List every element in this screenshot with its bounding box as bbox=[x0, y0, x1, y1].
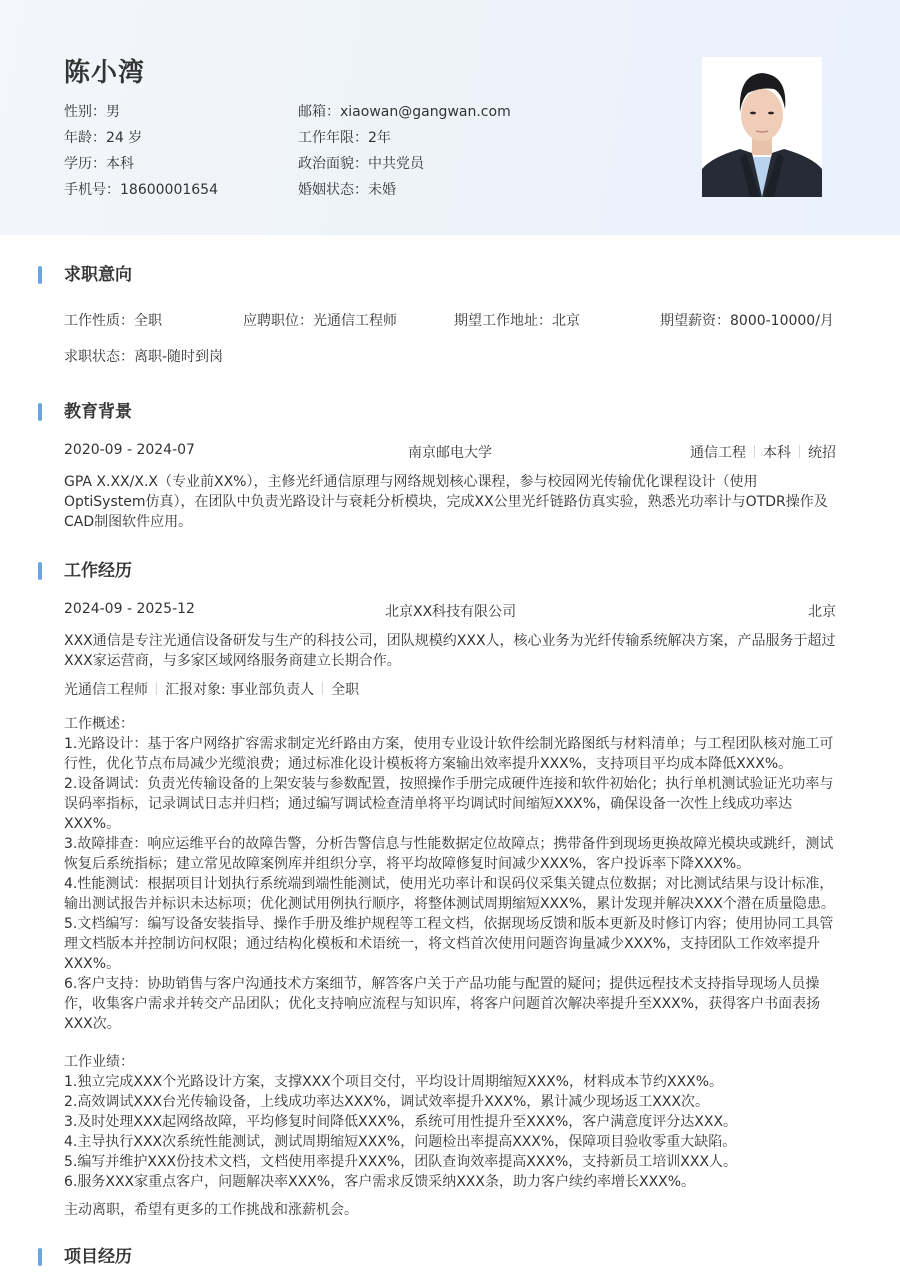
overview-heading: 工作概述： bbox=[64, 716, 134, 732]
text-line: 行性，优化节点布局减少光缆浪费；通过标准化设计模板将方案输出效率提升XXX%，支持项目平均成本降低XXX%。 bbox=[64, 756, 793, 772]
text-line: 输出测试报告并标识未达标项；优化测试用例执行顺序，将整体测试周期缩短XXX%，累计发现并解决XXX个潜在质量隐患。 bbox=[64, 896, 835, 912]
info-work-years bbox=[298, 127, 391, 147]
work-period: 2024-09 - 2025-12 bbox=[64, 601, 195, 617]
info-marital-status bbox=[298, 179, 396, 199]
info-value: 18600001654 bbox=[120, 182, 218, 198]
text-line: 理文档版本并控制访问权限；通过结构化模板和术语统一，将文档首次使用问题咨询量减少XXX%，支持团队工作效率提升 bbox=[64, 936, 821, 952]
info-label: 性别： bbox=[64, 104, 106, 120]
work-tags bbox=[64, 679, 359, 699]
info-email bbox=[298, 101, 511, 121]
info-value: 中共党员 bbox=[368, 156, 424, 172]
education-description bbox=[64, 472, 840, 532]
section-heading: 工作经历 bbox=[64, 561, 132, 581]
info-political-status bbox=[298, 153, 424, 173]
education-major: 通信工程 bbox=[690, 445, 746, 461]
text-line: XXX次。 bbox=[64, 1016, 121, 1032]
divider bbox=[322, 682, 323, 695]
text-line: 作，收集客户需求并转交产品团队；优化支持响应流程与知识库，将客户问题首次解决率提升至XXX%，获得客户书面表扬 bbox=[64, 996, 821, 1012]
intent-label: 工作性质： bbox=[64, 313, 134, 329]
info-phone bbox=[64, 179, 218, 199]
email-value[interactable]: xiaowan@gangwan.com bbox=[340, 104, 511, 120]
text-line: 3.及时处理XXX起网络故障，平均修复时间降低XXX%，系统可用性提升至XXX%，客户满意度评分达XXX。 bbox=[64, 1114, 738, 1130]
education-degree: 本科 bbox=[763, 445, 791, 461]
info-value: 2年 bbox=[368, 130, 391, 146]
info-value: 男 bbox=[106, 104, 120, 120]
company-intro bbox=[64, 631, 840, 671]
text-line: 1.光路设计：基于客户网络扩容需求制定光纤路由方案，使用专业设计软件绘制光路图纸与材料清单；与工程团队核对施工可 bbox=[64, 736, 834, 752]
intent-position bbox=[243, 310, 397, 330]
text-line: 恢复后系统指标；建立常见故障案例库并组织分享，将平均故障修复时间减少XXX%，客户投诉率下降XXX%。 bbox=[64, 856, 751, 872]
section-heading: 项目经历 bbox=[64, 1247, 132, 1267]
intent-status bbox=[64, 346, 223, 366]
divider bbox=[754, 445, 755, 458]
info-label: 学历： bbox=[64, 156, 106, 172]
accent-bar bbox=[38, 562, 42, 580]
intent-salary bbox=[660, 310, 834, 330]
intent-location bbox=[454, 310, 580, 330]
info-education bbox=[64, 153, 134, 173]
education-school: 南京邮电大学 bbox=[408, 445, 492, 461]
text-line: XXX%。 bbox=[64, 816, 121, 832]
accent-bar bbox=[38, 403, 42, 421]
intent-label: 求职状态： bbox=[64, 349, 134, 365]
info-value: 24 岁 bbox=[106, 130, 143, 146]
text-line: 2.设备调试：负责光传输设备的上架安装与参数配置，按照操作手册完成硬件连接和软件初始化；执行单机测试验证光功率与 bbox=[64, 776, 834, 792]
info-age bbox=[64, 127, 142, 147]
text-line: GPA X.XX/X.X（专业前XX%），主修光纤通信原理与网络规划核心课程，参与校园网光传输优化课程设计（使用 bbox=[64, 474, 758, 490]
intent-label: 期望薪资： bbox=[660, 313, 730, 329]
profile-photo bbox=[702, 57, 822, 197]
intent-label: 应聘职位： bbox=[243, 313, 313, 329]
section-heading: 求职意向 bbox=[64, 265, 132, 285]
text-line: 误码率指标，记录调试日志并归档；通过编写调试检查清单将平均调试时间缩短XXX%，确保设备一次性上线成功率达 bbox=[64, 796, 793, 812]
achievements-heading: 工作业绩： bbox=[64, 1054, 134, 1070]
work-company: 北京XX科技有限公司 bbox=[385, 604, 517, 620]
divider bbox=[156, 682, 157, 695]
text-line: 4.性能测试：根据项目计划执行系统端到端性能测试，使用光功率计和误码仪采集关键点位数据；对比测试结果与设计标准， bbox=[64, 876, 834, 892]
info-label: 工作年限： bbox=[298, 130, 368, 146]
divider bbox=[799, 445, 800, 458]
info-label: 手机号： bbox=[64, 182, 120, 198]
text-line: 5.编写并维护XXX份技术文档，文档使用率提升XXX%，团队查询效率提高XXX%，支持新员工培训XXX人。 bbox=[64, 1154, 738, 1170]
intent-value: 光通信工程师 bbox=[313, 313, 397, 329]
text-line: XXX通信是专注光通信设备研发与生产的科技公司，团队规模约XXX人，核心业务为光纤传输系统解决方案，产品服务于超过 bbox=[64, 633, 836, 649]
info-label: 邮箱： bbox=[298, 104, 340, 120]
intent-label: 期望工作地址： bbox=[454, 313, 552, 329]
intent-job-type bbox=[64, 310, 162, 330]
education-enrollment-type: 统招 bbox=[808, 445, 836, 461]
section-heading: 教育背景 bbox=[64, 402, 132, 422]
info-label: 年龄： bbox=[64, 130, 106, 146]
intent-value: 全职 bbox=[134, 313, 162, 329]
text-line: OptiSystem仿真），在团队中负责光路设计与衰耗分析模块，完成XX公里光纤链路仿真实验，熟悉光功率计与OTDR操作及 bbox=[64, 494, 828, 510]
work-overview bbox=[64, 714, 840, 1034]
text-line: CAD制图软件应用。 bbox=[64, 514, 193, 530]
text-line: XXX家运营商，与多家区域网络服务商建立长期合作。 bbox=[64, 653, 401, 669]
intent-value: 8000-10000/月 bbox=[730, 313, 834, 329]
accent-bar bbox=[38, 1248, 42, 1266]
education-period: 2020-09 - 2024-07 bbox=[64, 442, 195, 458]
info-gender bbox=[64, 101, 120, 121]
text-line: 4.主导执行XXX次系统性能测试，测试周期缩短XXX%，问题检出率提高XXX%，保障项目验收零重大缺陷。 bbox=[64, 1134, 737, 1150]
info-label: 政治面貌： bbox=[298, 156, 368, 172]
info-value: 未婚 bbox=[368, 182, 396, 198]
work-achievements bbox=[64, 1052, 840, 1192]
intent-value: 北京 bbox=[552, 313, 580, 329]
leave-reason: 主动离职，希望有更多的工作挑战和涨薪机会。 bbox=[64, 1202, 358, 1218]
work-type: 全职 bbox=[331, 682, 360, 698]
text-line: 1.独立完成XXX个光路设计方案，支撑XXX个项目交付，平均设计周期缩短XXX%，材料成本节约XXX%。 bbox=[64, 1074, 724, 1090]
work-title: 光通信工程师 bbox=[64, 682, 148, 698]
info-value: 本科 bbox=[106, 156, 134, 172]
work-location: 北京 bbox=[808, 604, 836, 620]
work-report-to: 汇报对象: 事业部负责人 bbox=[165, 682, 315, 698]
text-line: 2.高效调试XXX台光传输设备，上线成功率达XXX%，调试效率提升XXX%，累计减少现场返工XXX次。 bbox=[64, 1094, 710, 1110]
education-tags bbox=[690, 442, 836, 462]
candidate-name: 陈小湾 bbox=[64, 58, 146, 88]
text-line: 3.故障排查：响应运维平台的故障告警，分析告警信息与性能数据定位故障点；携带备件到现场更换故障光模块或跳纤，测试 bbox=[64, 836, 834, 852]
text-line: XXX%。 bbox=[64, 956, 121, 972]
text-line: 5.文档编写：编写设备安装指导、操作手册及维护规程等工程文档，依据现场反馈和版本更新及时修订内容；使用协同工具管 bbox=[64, 916, 834, 932]
info-label: 婚姻状态： bbox=[298, 182, 368, 198]
text-line: 6.服务XXX家重点客户，问题解决率XXX%，客户需求反馈采纳XXX条，助力客户续约率增长XXX%。 bbox=[64, 1174, 696, 1190]
text-line: 6.客户支持：协助销售与客户沟通技术方案细节，解答客户关于产品功能与配置的疑问；提供远程技术支持指导现场人员操 bbox=[64, 976, 820, 992]
accent-bar bbox=[38, 266, 42, 284]
portrait-icon bbox=[702, 57, 822, 197]
intent-value: 离职-随时到岗 bbox=[134, 349, 224, 365]
